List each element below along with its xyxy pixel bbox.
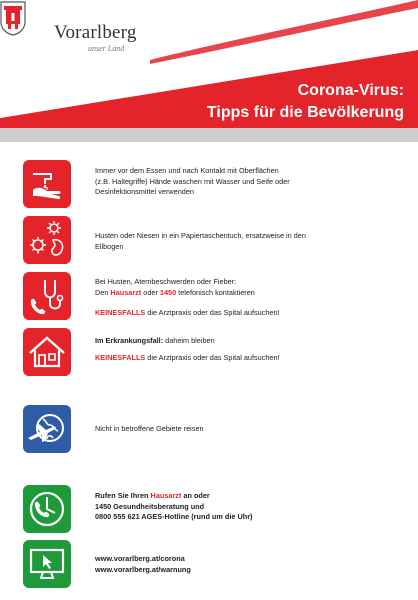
tip-hands-line-3: Desinfektionsmittel verwenden <box>95 187 194 196</box>
link-corona[interactable]: www.vorarlberg.at/corona <box>95 554 185 563</box>
tip-home-text <box>95 336 395 363</box>
keinesfalls-warning: KEINESFALLS <box>95 308 146 317</box>
tip-sneeze-line-1: Husten oder Niesen in ein Papiertaschentuch, ersatzweise in den <box>95 231 306 240</box>
tip-web-text <box>95 554 395 575</box>
tip-doctor-line-2a: Den <box>95 287 111 297</box>
tip-home-line-1b: daheim bleiben <box>163 336 215 345</box>
tip-home-line-1a: Im Erkrankungsfall: <box>95 336 164 345</box>
virus-cough-icon <box>23 216 71 264</box>
brand-tagline: unser Land <box>88 44 125 53</box>
tip-doctor-line-2 <box>95 288 395 299</box>
title-line-2: Tipps für die Bevölkerung <box>206 104 404 121</box>
tip-doctor-warning-rest: die Arztpraxis oder das Spital aufsuchen! <box>145 308 280 317</box>
tip-home-warning-rest: die Arztpraxis oder das Spital aufsuchen! <box>145 352 280 362</box>
header <box>0 0 418 142</box>
hand-washing-icon <box>23 160 71 208</box>
tip-doctor-text <box>95 277 395 319</box>
tip-call-line-2: 1450 Gesundheitsberatung und <box>95 501 205 511</box>
tip-call-text <box>95 491 395 523</box>
tip-travel-text <box>95 424 395 435</box>
monitor-cursor-icon <box>23 540 71 588</box>
page-title <box>207 80 404 124</box>
link-warnung[interactable]: www.vorarlberg.at/warnung <box>95 564 191 574</box>
home-icon <box>23 328 71 376</box>
phone-clock-icon <box>23 485 71 533</box>
stethoscope-phone-icon <box>23 272 71 320</box>
hausarzt-highlight: Hausarzt <box>110 287 142 297</box>
tip-call-line-1a: Rufen Sie Ihren <box>95 491 151 500</box>
tip-home-line-1 <box>95 336 395 347</box>
tip-hands-line-1: Immer vor dem Essen und nach Kontakt mit Oberflächen <box>95 166 279 175</box>
tip-home-warning <box>95 353 395 364</box>
tip-hands-line-2: (z.B. Haltegriffe) Hände waschen mit Wasser und Seife oder <box>95 176 290 186</box>
tip-hands-text <box>95 166 395 198</box>
tip-doctor-line-2e: telefonisch kontaktieren <box>176 287 255 297</box>
keinesfalls-warning: KEINESFALLS <box>95 352 146 362</box>
tip-sneeze-text <box>95 231 395 252</box>
hausarzt-highlight: Hausarzt <box>150 491 182 500</box>
tip-travel-line-1: Nicht in betroffene Gebiete reisen <box>95 424 204 433</box>
brand-name: Vorarlberg <box>54 22 137 43</box>
airplane-globe-icon <box>23 405 71 453</box>
tip-call-line-1 <box>95 491 395 502</box>
title-line-1: Corona-Virus: <box>297 82 404 99</box>
tip-call-line-1c: an oder <box>181 491 210 500</box>
tip-doctor-warning <box>95 308 395 319</box>
tip-doctor-line-1: Bei Husten, Atembeschwerden oder Fieber: <box>95 277 237 286</box>
tip-doctor-line-2c: oder <box>141 287 160 297</box>
hotline-1450-highlight: 1450 <box>159 287 177 297</box>
tip-call-line-3: 0800 555 621 AGES-Hotline (rund um die Uhr) <box>95 512 253 521</box>
tip-sneeze-line-2: Ellbogen <box>95 241 124 251</box>
coat-of-arms-icon <box>0 0 26 36</box>
